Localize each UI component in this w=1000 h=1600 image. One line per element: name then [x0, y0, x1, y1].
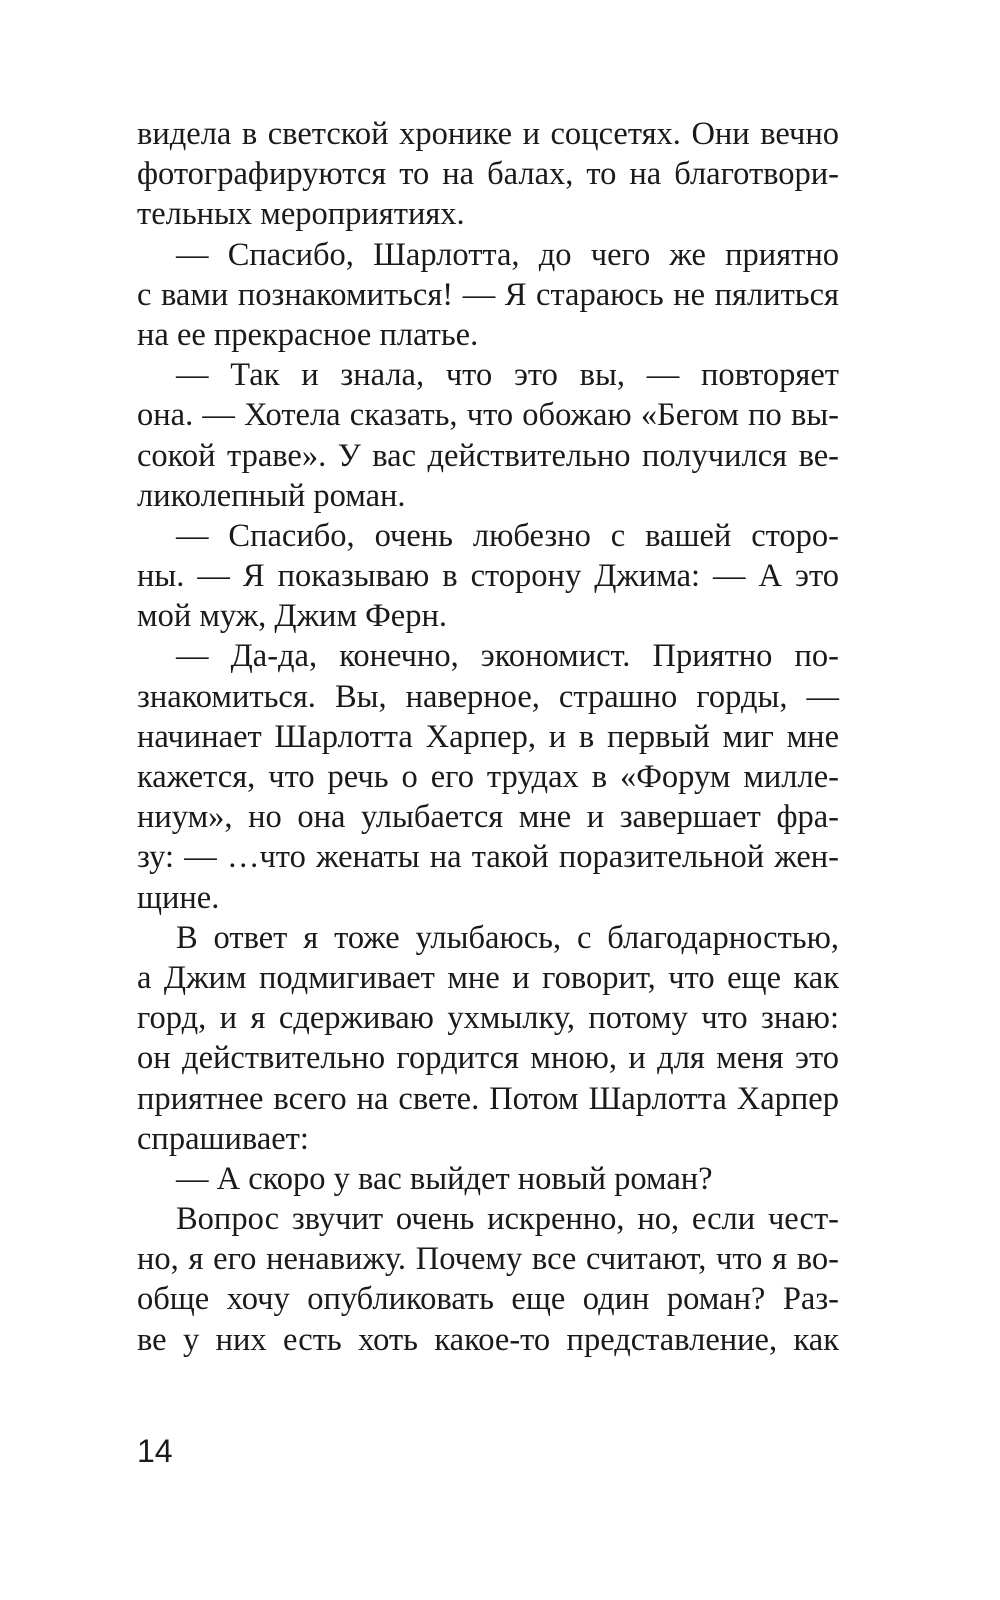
text-line: ве у них есть хоть какое-то представление, как — [137, 1321, 839, 1358]
page-number: 14 — [137, 1433, 173, 1469]
text-line: он действительно гордится мною, и для меня это — [137, 1040, 839, 1077]
text-line: ны. — Я показываю в сторону Джима: — А это — [137, 558, 839, 595]
text-line: начинает Шарлотта Харпер, и в первый миг мне — [137, 718, 839, 755]
text-line: знакомиться. Вы, наверное, страшно горды, — — [137, 678, 839, 715]
text-line: а Джим подмигивает мне и говорит, что еще как — [137, 959, 839, 996]
text-line: — Так и знала, что это вы, — повторяет — [176, 357, 839, 394]
text-line: ниум», но она улыбается мне и завершает фра- — [137, 799, 839, 836]
text-line: — Да-да, конечно, экономист. Приятно по- — [176, 638, 839, 675]
text-line: с вами познакомиться! — Я стараюсь не пялиться — [137, 276, 839, 313]
text-line: фотографируются то на балах, то на благотвори- — [137, 156, 839, 193]
text-line: спрашивает: — [137, 1120, 309, 1157]
text-line: кажется, что речь о его трудах в «Форум милле- — [137, 759, 839, 795]
body-text — [137, 114, 839, 1360]
text-line: В ответ я тоже улыбаюсь, с благодарностью, — [176, 919, 839, 956]
text-line: тельных мероприятиях. — [137, 196, 465, 233]
text-line: щине. — [137, 879, 220, 916]
text-line: сокой траве». У вас действительно получился ве- — [137, 437, 839, 474]
text-line: — А скоро у вас выйдет новый роман? — [176, 1160, 713, 1197]
text-line: видела в светской хронике и соцсетях. Они вечно — [137, 116, 839, 152]
text-line: но, я его ненавижу. Почему все считают, что я во- — [137, 1241, 839, 1278]
text-line: она. — Хотела сказать, что обожаю «Бегом по вы- — [137, 397, 839, 434]
text-line: Вопрос звучит очень искренно, но, если чест- — [176, 1201, 839, 1238]
text-line: обще хочу опубликовать еще один роман? Раз- — [137, 1281, 839, 1318]
text-line: горд, и я сдерживаю ухмылку, потому что знаю: — [137, 1000, 839, 1037]
text-line: — Спасибо, Шарлотта, до чего же приятно — [176, 236, 839, 273]
text-line: зу: — …что женаты на такой поразительной жен- — [137, 839, 839, 876]
text-line: мой муж, Джим Ферн. — [137, 598, 448, 635]
text-line: ликолепный роман. — [137, 477, 406, 514]
text-line: приятнее всего на свете. Потом Шарлотта Харпер — [137, 1080, 839, 1117]
text-line: на ее прекрасное платье. — [137, 316, 479, 353]
text-line: — Спасибо, очень любезно с вашей сторо- — [176, 517, 839, 554]
